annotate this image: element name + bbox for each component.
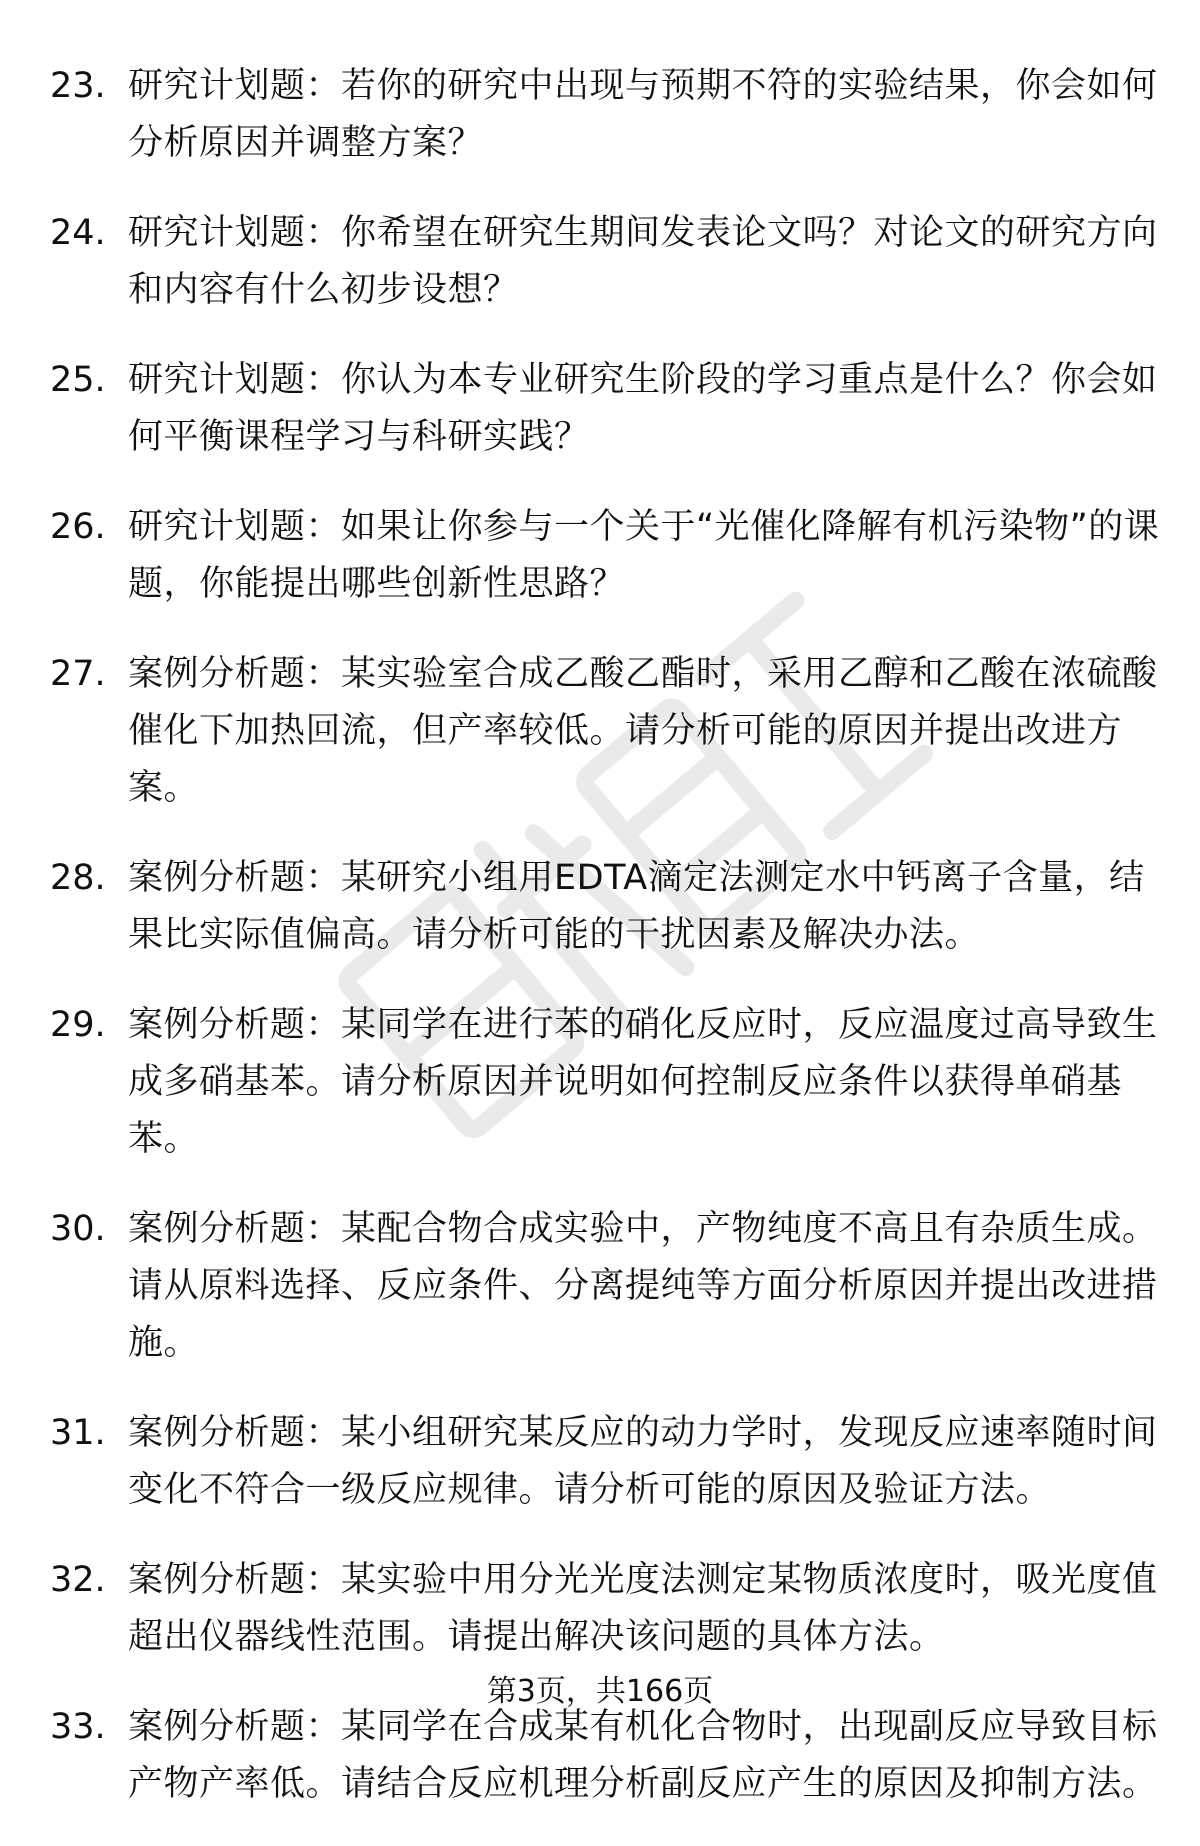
question-text: 案例分析题：某实验中用分光光度法测定某物质浓度时，吸光度值超出仪器线性范围。请提出解决该问题的具体方法。 <box>128 1560 1158 1657</box>
question-number: 27. <box>50 654 106 694</box>
question-number: 26. <box>50 507 106 547</box>
question-number: 30. <box>50 1209 106 1249</box>
question-number: 32. <box>50 1560 106 1600</box>
question-item <box>50 1405 1160 1519</box>
question-item <box>50 1699 1160 1813</box>
question-number: 28. <box>50 858 106 898</box>
question-number: 31. <box>50 1413 106 1453</box>
question-item <box>50 850 1160 964</box>
question-item <box>50 58 1160 172</box>
page-number-footer: 第3页，共166页 <box>486 1674 714 1709</box>
question-text: 研究计划题：你认为本专业研究生阶段的学习重点是什么？你会如何平衡课程学习与科研实践？ <box>128 360 1158 457</box>
question-number: 24. <box>50 213 106 253</box>
question-list <box>50 58 1160 1846</box>
question-text: 案例分析题：某配合物合成实验中，产物纯度不高且有杂质生成。请从原料选择、反应条件、分离提纯等方面分析原因并提出改进措施。 <box>128 1209 1158 1363</box>
question-number: 23. <box>50 66 106 106</box>
question-text: 案例分析题：某研究小组用EDTA滴定法测定水中钙离子含量，结果比实际值偏高。请分析可能的干扰因素及解决办法。 <box>128 858 1145 955</box>
question-item <box>50 1552 1160 1666</box>
question-text: 案例分析题：某同学在合成某有机化合物时，出现副反应导致目标产物产率低。请结合反应机理分析副反应产生的原因及抑制方法。 <box>128 1707 1158 1804</box>
question-number: 33. <box>50 1707 106 1747</box>
question-item <box>50 1201 1160 1372</box>
question-item <box>50 997 1160 1168</box>
question-text: 研究计划题：若你的研究中出现与预期不符的实验结果，你会如何分析原因并调整方案？ <box>128 66 1158 163</box>
question-text: 研究计划题：你希望在研究生期间发表论文吗？对论文的研究方向和内容有什么初步设想？ <box>128 213 1158 310</box>
question-text: 案例分析题：某同学在进行苯的硝化反应时，反应温度过高导致生成多硝基苯。请分析原因并说明如何控制反应条件以获得单硝基苯。 <box>128 1005 1158 1159</box>
question-item <box>50 646 1160 817</box>
question-item <box>50 499 1160 613</box>
question-item <box>50 205 1160 319</box>
question-number: 29. <box>50 1005 106 1045</box>
question-text: 研究计划题：如果让你参与一个关于“光催化降解有机污染物”的课题，你能提出哪些创新性思路？ <box>128 507 1160 604</box>
question-text: 案例分析题：某小组研究某反应的动力学时，发现反应速率随时间变化不符合一级反应规律。请分析可能的原因及验证方法。 <box>128 1413 1158 1510</box>
question-item <box>50 352 1160 466</box>
question-number: 25. <box>50 360 106 400</box>
question-text: 案例分析题：某实验室合成乙酸乙酯时，采用乙醇和乙酸在浓硫酸催化下加热回流，但产率较低。请分析可能的原因并提出改进方案。 <box>128 654 1158 808</box>
